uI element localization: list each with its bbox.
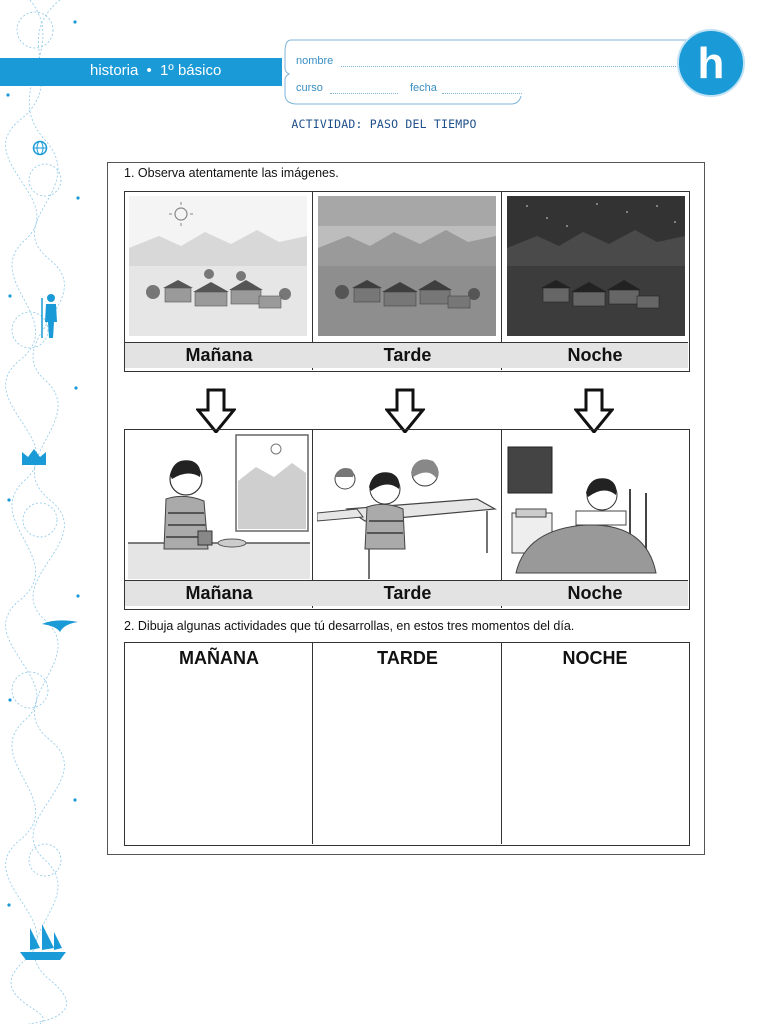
date-field[interactable] bbox=[442, 93, 522, 94]
separator: • bbox=[146, 62, 152, 79]
down-arrow-icon bbox=[196, 388, 236, 434]
activity-label-night: Noche bbox=[502, 580, 688, 606]
subject: historia bbox=[90, 62, 139, 79]
morning-breakfast-image bbox=[128, 433, 310, 579]
afternoon-school-image bbox=[317, 433, 499, 579]
grade: 1º básico bbox=[159, 62, 222, 79]
draw-area-afternoon[interactable] bbox=[316, 677, 499, 841]
subject-grade bbox=[90, 62, 221, 79]
down-arrow-icon bbox=[385, 388, 425, 434]
crown-icon bbox=[20, 446, 48, 466]
name-field[interactable] bbox=[341, 66, 676, 67]
header-band bbox=[0, 58, 282, 86]
draw-column-night: NOCHE bbox=[562, 648, 628, 668]
down-arrow-icon bbox=[574, 388, 614, 434]
night-bed-image bbox=[506, 433, 686, 579]
student-form-box bbox=[283, 38, 703, 106]
morning-landscape-image bbox=[129, 196, 307, 336]
worksheet bbox=[107, 162, 705, 855]
night-landscape-image bbox=[507, 196, 685, 336]
course-field[interactable] bbox=[330, 93, 398, 94]
question-2: 2. Dibuja algunas actividades que tú desarrollas, en estos tres momentos del día. bbox=[124, 619, 575, 633]
landscape-label-afternoon: Tarde bbox=[313, 342, 502, 368]
activity-title: ACTIVIDAD: PASO DEL TIEMPO bbox=[291, 117, 477, 131]
bird-icon bbox=[40, 616, 80, 634]
activity-label-morning: Mañana bbox=[125, 580, 313, 606]
draw-column-morning: MAÑANA bbox=[179, 648, 259, 668]
landscape-label-morning: Mañana bbox=[125, 342, 313, 368]
draw-area-night[interactable] bbox=[505, 677, 685, 841]
activity-label-afternoon: Tarde bbox=[313, 580, 502, 606]
brand-logo bbox=[676, 28, 746, 98]
course-label: curso bbox=[296, 82, 323, 94]
draw-column-afternoon: TARDE bbox=[377, 648, 438, 668]
date-label: fecha bbox=[410, 82, 437, 94]
drawing-grid bbox=[124, 642, 690, 846]
activity-grid bbox=[124, 429, 690, 610]
explorer-icon bbox=[38, 292, 62, 340]
landscape-label-night: Noche bbox=[502, 342, 688, 368]
draw-area-morning[interactable] bbox=[127, 677, 310, 841]
landscape-grid bbox=[124, 191, 690, 372]
question-1: 1. Observa atentamente las imágenes. bbox=[124, 166, 339, 180]
ship-icon bbox=[16, 922, 70, 964]
logo-letter: h bbox=[697, 39, 725, 88]
globe-icon bbox=[32, 140, 48, 156]
name-label: nombre bbox=[296, 55, 334, 67]
afternoon-landscape-image bbox=[318, 196, 496, 336]
